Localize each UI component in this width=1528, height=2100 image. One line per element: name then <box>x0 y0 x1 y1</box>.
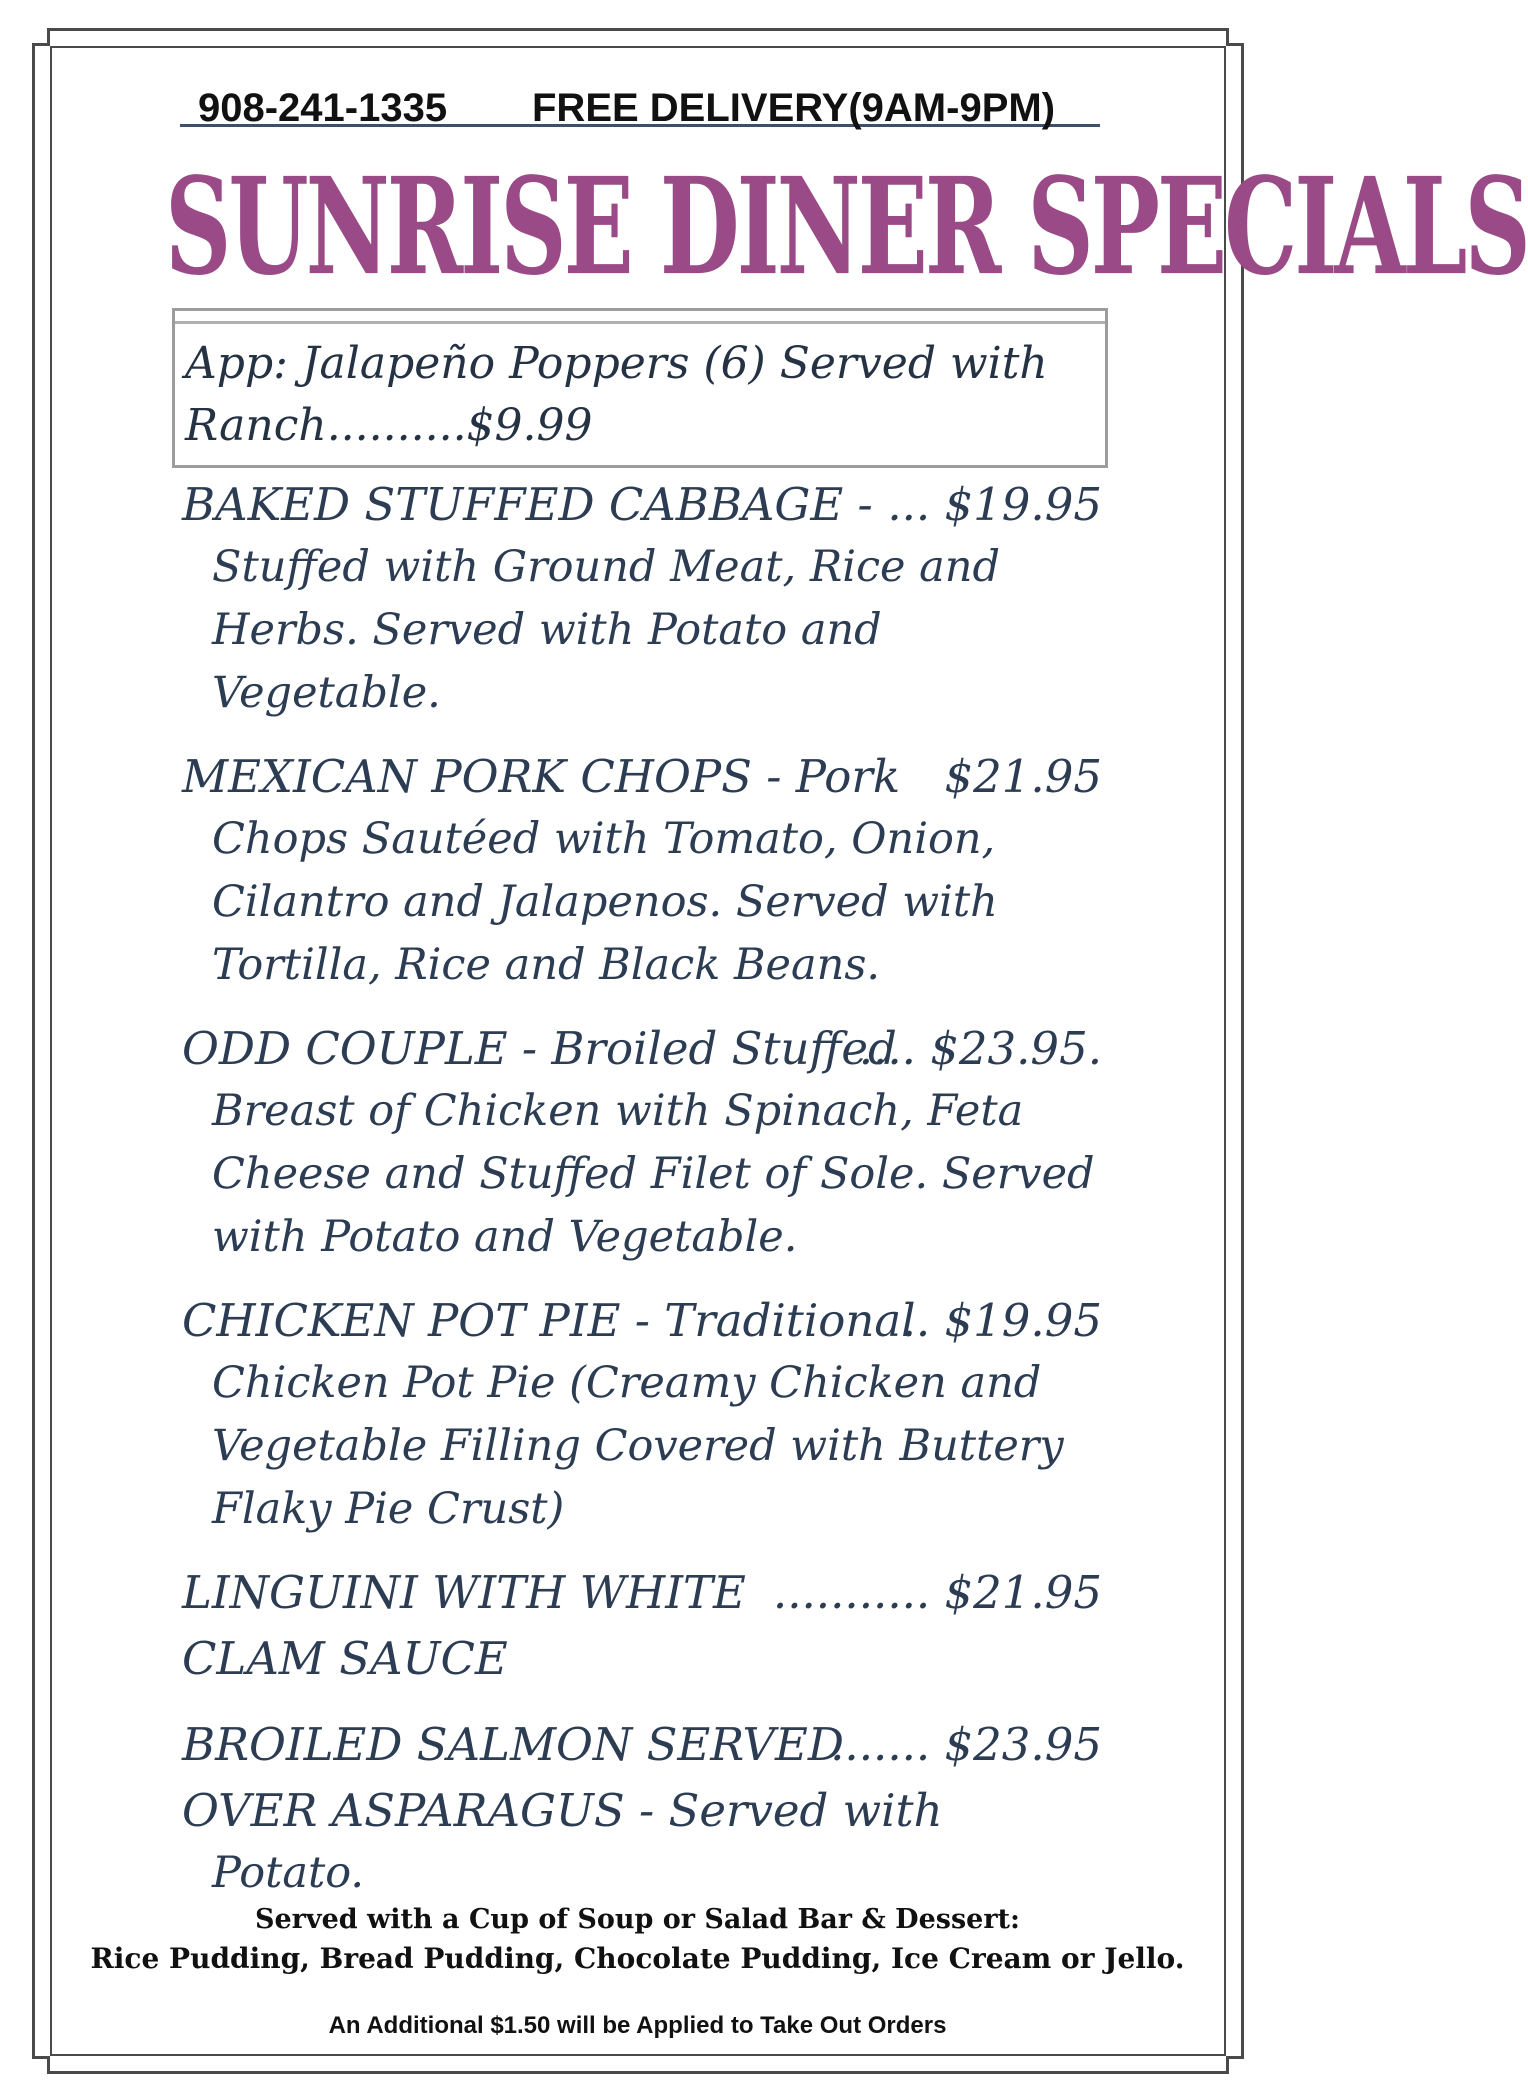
item-name: MEXICAN PORK CHOPS - Pork <box>182 750 901 803</box>
item-name-continued: OVER ASPARAGUS - Served with <box>182 1784 943 1837</box>
item-name: BAKED STUFFED CABBAGE - <box>182 478 873 531</box>
page-title: SUNRISE DINER SPECIALS <box>165 148 1528 305</box>
corner-notch <box>32 2056 50 2074</box>
item-price: ... $19.95 <box>887 478 1102 531</box>
appetizer-line: App: Jalapeño Poppers (6) Served with <box>185 338 1048 389</box>
phone-number[interactable]: 908-241-1335 <box>198 86 448 130</box>
desc-line: Tortilla, Rice and Black Beans. <box>212 940 881 990</box>
desc-line: with Potato and Vegetable. <box>212 1212 798 1262</box>
corner-notch <box>1226 2056 1244 2074</box>
desc-line: Cilantro and Jalapenos. Served with <box>212 877 998 927</box>
item-description <box>182 536 1102 725</box>
footer-dessert-options: Rice Pudding, Bread Pudding, Chocolate Pudding, Ice Cream or Jello. <box>90 1942 1185 1975</box>
menu-item-baked-stuffed-cabbage <box>182 474 1102 725</box>
menu-item-odd-couple <box>182 1018 1102 1269</box>
item-price: ........... $21.95 <box>772 1566 1102 1619</box>
desc-line: Chicken Pot Pie (Creamy Chicken and <box>212 1358 1042 1408</box>
appetizer-box <box>172 308 1108 468</box>
header-bar <box>180 86 1100 130</box>
footer-included-items: Served with a Cup of Soup or Salad Bar & Dessert: <box>255 1904 1020 1935</box>
menu-item-broiled-salmon <box>182 1714 1102 1905</box>
item-price: .. $19.95 <box>901 1294 1102 1347</box>
menu-item-chicken-pot-pie <box>182 1290 1102 1541</box>
menu-item-mexican-pork-chops <box>182 746 1102 997</box>
item-name: LINGUINI WITH WHITE <box>182 1566 746 1619</box>
item-price: ....... $23.95 <box>830 1718 1102 1771</box>
item-name-continued: CLAM SAUCE <box>182 1632 508 1685</box>
item-name: CHICKEN POT PIE - Traditional <box>182 1294 916 1347</box>
desc-line: Stuffed with Ground Meat, Rice and <box>212 542 1001 592</box>
desc-line: Cheese and Stuffed Filet of Sole. Served <box>212 1149 1095 1199</box>
item-description <box>182 1352 1102 1541</box>
item-description <box>182 808 1102 997</box>
desc-line: Breast of Chicken with Spinach, Feta <box>212 1086 1024 1136</box>
desc-line: Herbs. Served with Potato and <box>212 605 882 655</box>
delivery-hours: FREE DELIVERY(9AM-9PM) <box>532 86 1056 130</box>
takeout-note: An Additional $1.50 will be Applied to Take Out Orders <box>328 2012 947 2039</box>
divider <box>175 321 1105 324</box>
item-description <box>182 1842 1102 1905</box>
desc-line: Flaky Pie Crust) <box>212 1484 565 1534</box>
corner-notch <box>32 28 50 46</box>
item-name: BROILED SALMON SERVED <box>182 1718 844 1771</box>
item-price: $21.95 <box>944 750 1102 803</box>
menu-item-linguini-white-clam-sauce <box>182 1562 1102 1690</box>
item-description <box>182 1080 1102 1269</box>
appetizer-line: Ranch..........$9.99 <box>185 400 593 451</box>
desc-line: Potato. <box>212 1848 365 1898</box>
item-name: ODD COUPLE - Broiled Stuffed <box>182 1022 897 1075</box>
appetizer-text <box>185 333 1095 457</box>
desc-line: Vegetable Filling Covered with Buttery <box>212 1421 1064 1471</box>
desc-line: Chops Sautéed with Tomato, Onion, <box>212 814 996 864</box>
desc-line: Vegetable. <box>212 668 441 718</box>
item-price: .... $23.95. <box>858 1022 1102 1075</box>
corner-notch <box>1226 28 1244 46</box>
